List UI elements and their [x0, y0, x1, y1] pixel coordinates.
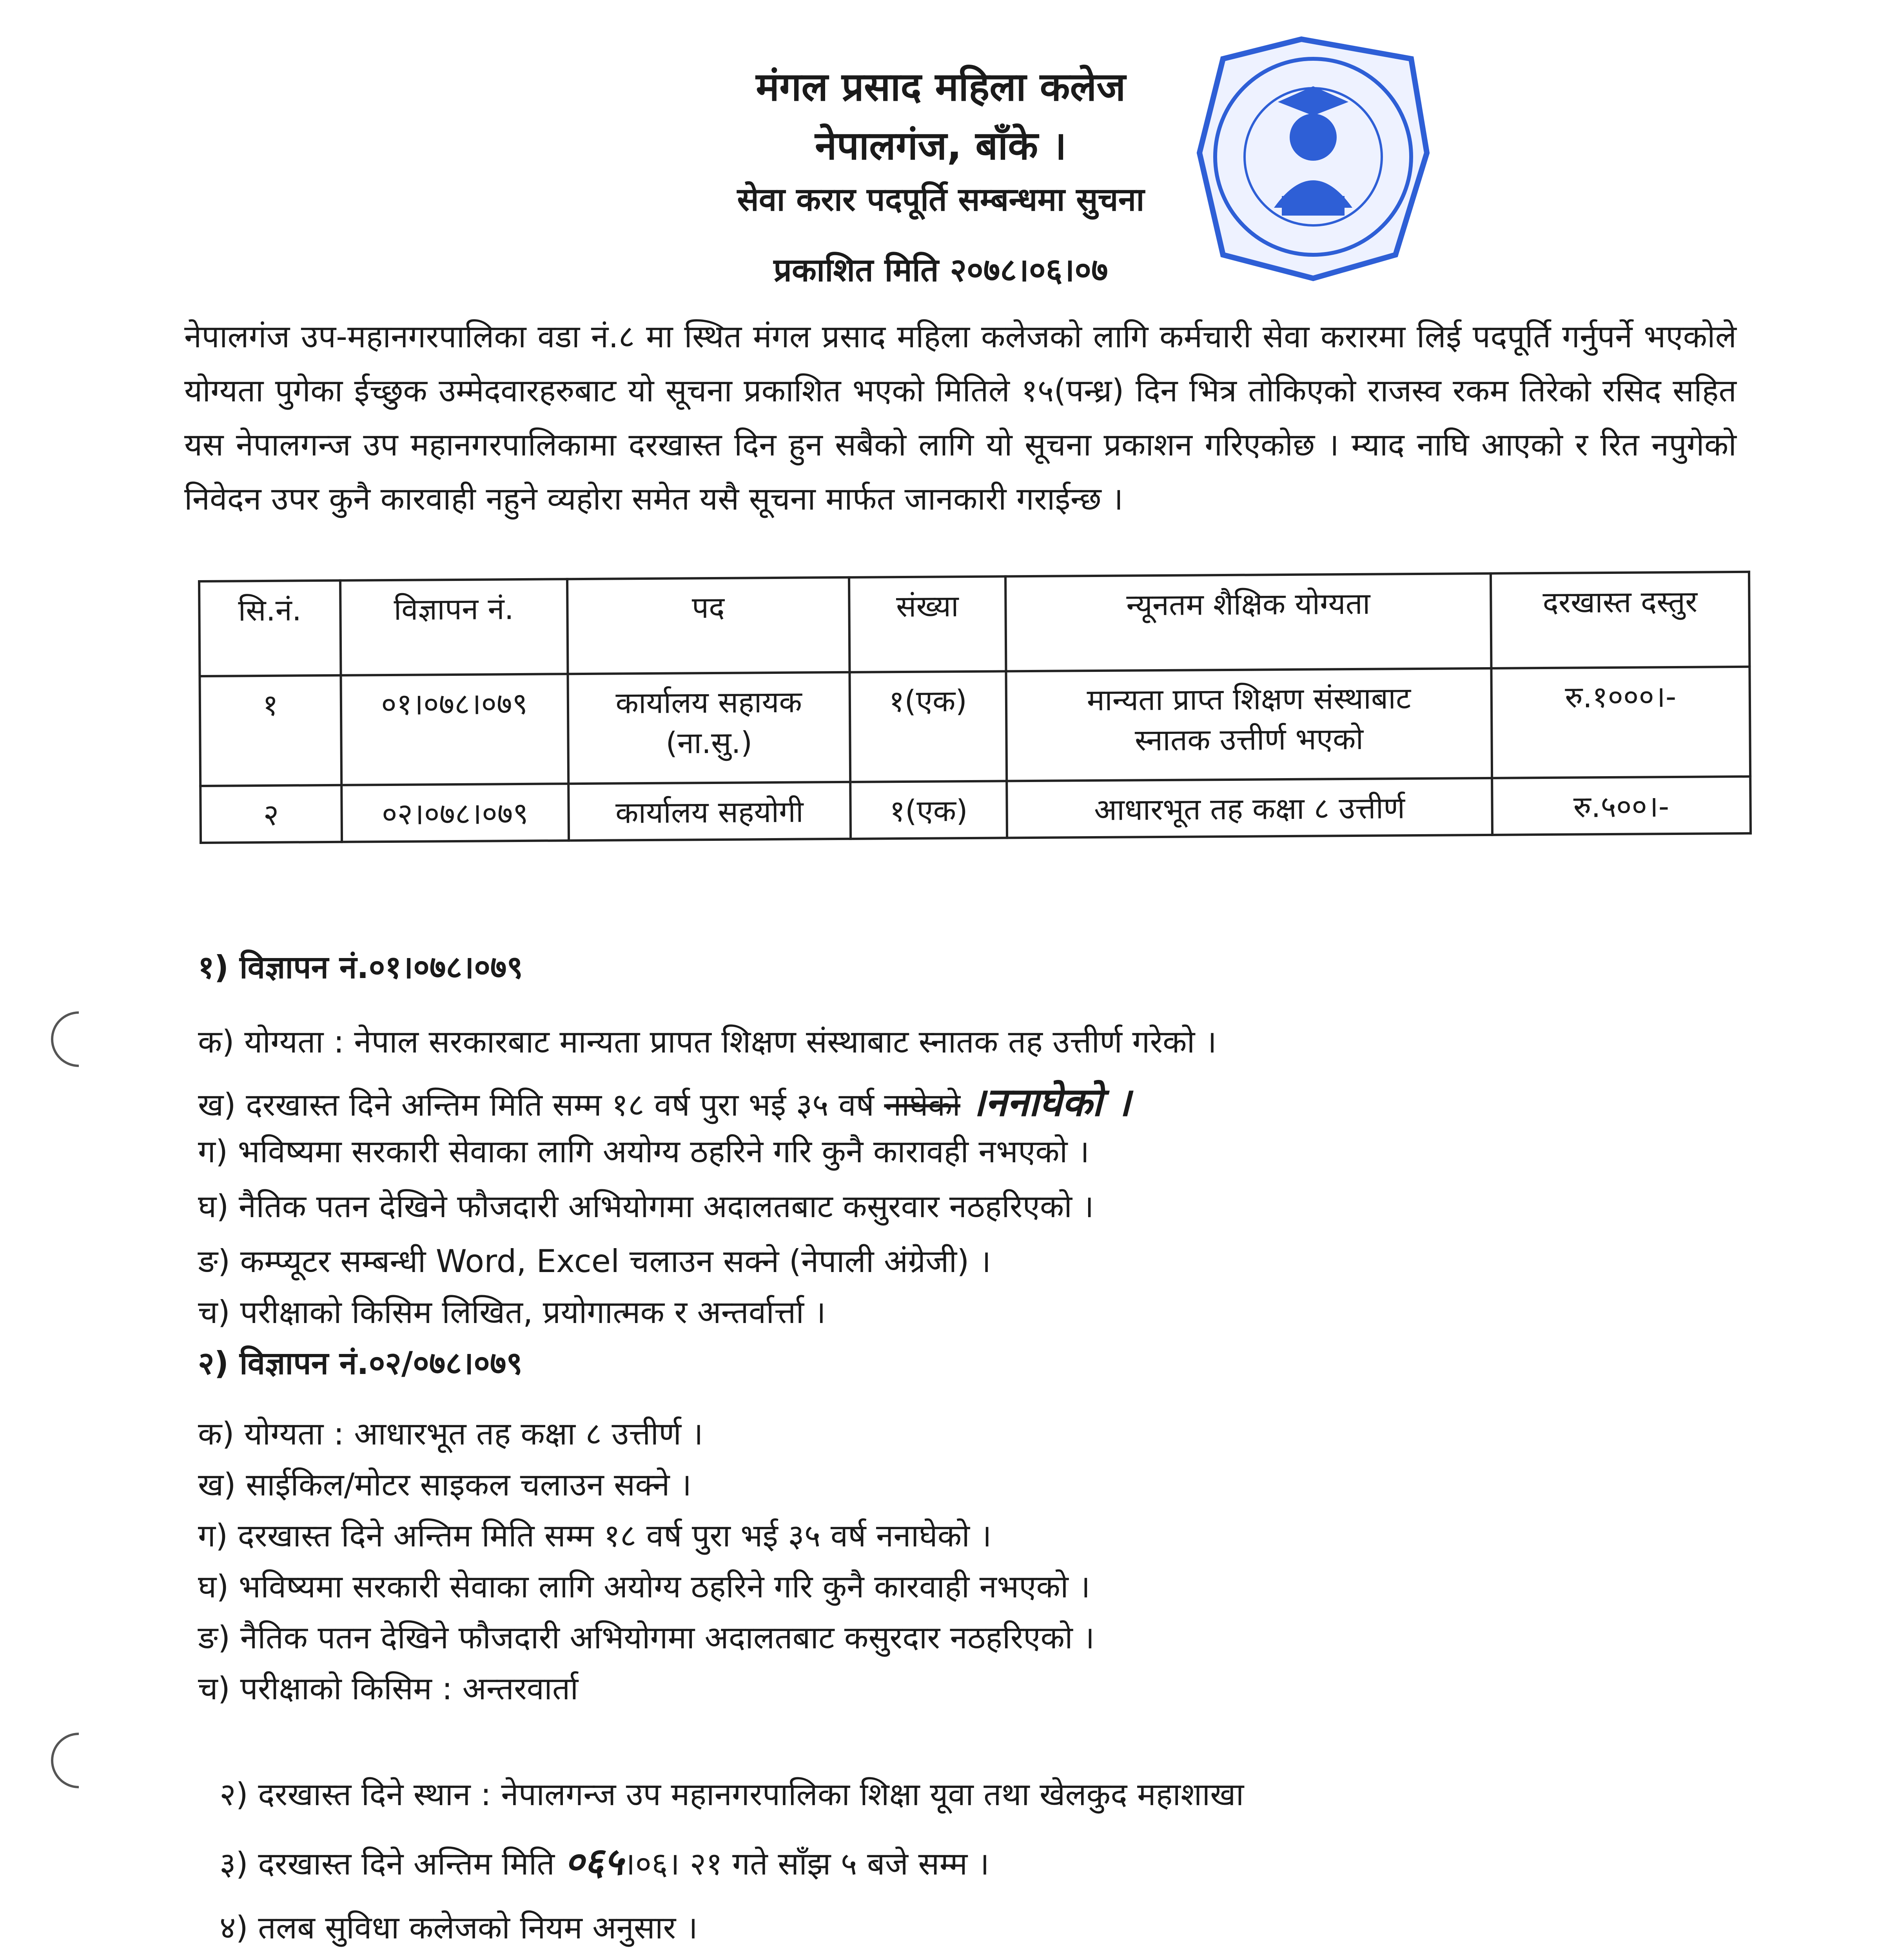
cell-count: १(एक)	[849, 671, 1007, 782]
cell-sn: २	[200, 785, 342, 843]
section1-item: ग) भविष्यमा सरकारी सेवाका लागि अयोग्य ठहरिने गरि कुनै कारावही नभएको ।	[198, 1133, 1090, 1170]
struck-text: नाघेको	[884, 1087, 960, 1123]
intro-line: तोकिएको राजस्व रकम तिरेको रसिद सहित यस नेपालगन्ज उप महानगरपालिकामा दरखास्त दिन हुन सबैको लागि यो	[184, 372, 1737, 463]
college-location: नेपालगंज, बाँके ।	[815, 123, 1067, 169]
cell-ad-no: ०१।०७८।०७९	[341, 674, 568, 785]
col-header-post: पद	[567, 577, 849, 674]
punch-hole	[40, 1000, 118, 1079]
cell-sn: १	[200, 675, 341, 786]
section2-item: क) योग्यता : आधारभूत तह कक्षा ८ उत्तीर्ण ।	[198, 1416, 703, 1452]
general-item	[220, 1835, 989, 1886]
post-line: कार्यालय सहायक	[615, 684, 802, 720]
col-header-fee: दरखास्त दस्तुर	[1491, 572, 1750, 668]
intro-paragraph	[184, 310, 1737, 526]
intro-line: पदपूर्ति गर्नुपर्ने भएकोले योग्यता पुगेका ईच्छुक उम्मेदवारहरुबाट यो सूचना प्रकाशित भएको मितिले १५(पन्ध्र) दिन भित्र	[184, 318, 1737, 409]
table-row	[200, 777, 1751, 843]
post-line: (ना.सु.)	[666, 725, 753, 760]
handwritten-correction: ।ननाघेको ।	[970, 1079, 1131, 1125]
table-header-row	[199, 572, 1749, 676]
section1-item-text: ख) दरखास्त दिने अन्तिम मिति सम्म १८ वर्ष पुरा भई ३५ वर्ष	[198, 1087, 874, 1123]
cell-post	[568, 672, 850, 784]
section1-item: क) योग्यता : नेपाल सरकारबाट मान्यता प्रापत शिक्षण संस्थाबाट स्नातक तह उत्तीर्ण गरेको ।	[198, 1024, 1217, 1060]
section1-item: घ) नैतिक पतन देखिने फौजदारी अभियोगमा अदालतबाट कसुरवार नठहरिएको ।	[198, 1188, 1094, 1225]
published-date: प्रकाशित मिति २०७८।०६।०७	[773, 252, 1108, 289]
section2-item: ग) दरखास्त दिने अन्तिम मिति सम्म १८ वर्ष पुरा भई ३५ वर्ष ननाघेको ।	[198, 1517, 992, 1554]
vacancy-table	[198, 571, 1752, 844]
table-row	[200, 667, 1750, 786]
college-seal	[1176, 24, 1450, 298]
col-header-ad-no: विज्ञापन नं.	[340, 579, 568, 675]
section2-item: ङ) नैतिक पतन देखिने फौजदारी अभियोगमा अदालतबाट कसुरदार नठहरिएको ।	[198, 1619, 1095, 1656]
cell-ad-no: ०२।०७८।०७९	[341, 784, 569, 842]
col-header-count: संख्या	[849, 576, 1006, 672]
punch-hole	[40, 1721, 118, 1800]
cell-fee: रु.१०००।-	[1491, 667, 1750, 778]
section1-item	[198, 1074, 1131, 1127]
general-item: २) दरखास्त दिने स्थान : नेपालगन्ज उप महानगरपालिका शिक्षा यूवा तथा खेलकुद महाशाखा	[220, 1776, 1244, 1813]
section1-item: ङ) कम्प्यूटर सम्बन्धी Word, Excel चलाउन सक्ने (नेपाली अंग्रेजी) ।	[198, 1243, 991, 1279]
intro-line: सूचना प्रकाशन गरिएकोछ । म्याद नाघि आएको र रित नपुगेको निवेदन उपर कुनै कारवाही नहुने व्यहोरा समेत यसै	[184, 426, 1737, 517]
cell-post: कार्यालय सहयोगी	[568, 782, 851, 840]
qualification-line: मान्यता प्राप्त शिक्षण संस्थाबाट	[1087, 681, 1411, 718]
section2-item: ख) साईकिल/मोटर साइकल चलाउन सक्ने ।	[198, 1466, 692, 1503]
section1-title: १) विज्ञापन नं.०१।०७८।०७९	[198, 949, 523, 985]
general-item-text: ३) दरखास्त दिने अन्तिम मिति	[220, 1846, 555, 1882]
handwritten-year: ०६५	[564, 1840, 624, 1884]
notice-title: सेवा करार पदपूर्ति सम्बन्धमा सुचना	[737, 181, 1145, 218]
college-name: मंगल प्रसाद महिला कलेज	[756, 64, 1126, 110]
section1-item: च) परीक्षाको किसिम लिखित, प्रयोगात्मक र अन्तर्वार्त्ता ।	[198, 1294, 826, 1330]
section2-title: २) विज्ञापन नं.०२/०७८।०७९	[198, 1345, 523, 1381]
cell-count: १(एक)	[850, 781, 1007, 838]
cell-fee: रु.५००।-	[1492, 777, 1751, 835]
cell-qualification	[1006, 668, 1492, 781]
intro-line: नेपालगंज उप-महानगरपालिका वडा नं.८ मा स्थित मंगल प्रसाद महिला कलेजको लागि कर्मचारी सेवा करारमा लिई	[184, 318, 1462, 355]
col-header-sn: सि.नं.	[199, 581, 341, 676]
col-header-qualification: न्यूनतम शैक्षिक योग्यता	[1005, 573, 1491, 671]
general-item-text: ।०६। २१ गते साँझ ५ बजे सम्म ।	[623, 1846, 989, 1882]
intro-line: सूचना मार्फत जानकारी गराईन्छ ।	[749, 481, 1123, 517]
cell-qualification: आधारभूत तह कक्षा ८ उत्तीर्ण	[1007, 778, 1492, 838]
section2-item: घ) भविष्यमा सरकारी सेवाका लागि अयोग्य ठहरिने गरि कुनै कारवाही नभएको ।	[198, 1568, 1091, 1605]
qualification-line: स्नातक उत्तीर्ण भएको	[1134, 721, 1364, 758]
section2-item: च) परीक्षाको किसिम : अन्तरवार्ता	[198, 1670, 579, 1707]
general-item: ४) तलब सुविधा कलेजको नियम अनुसार ।	[220, 1909, 698, 1946]
